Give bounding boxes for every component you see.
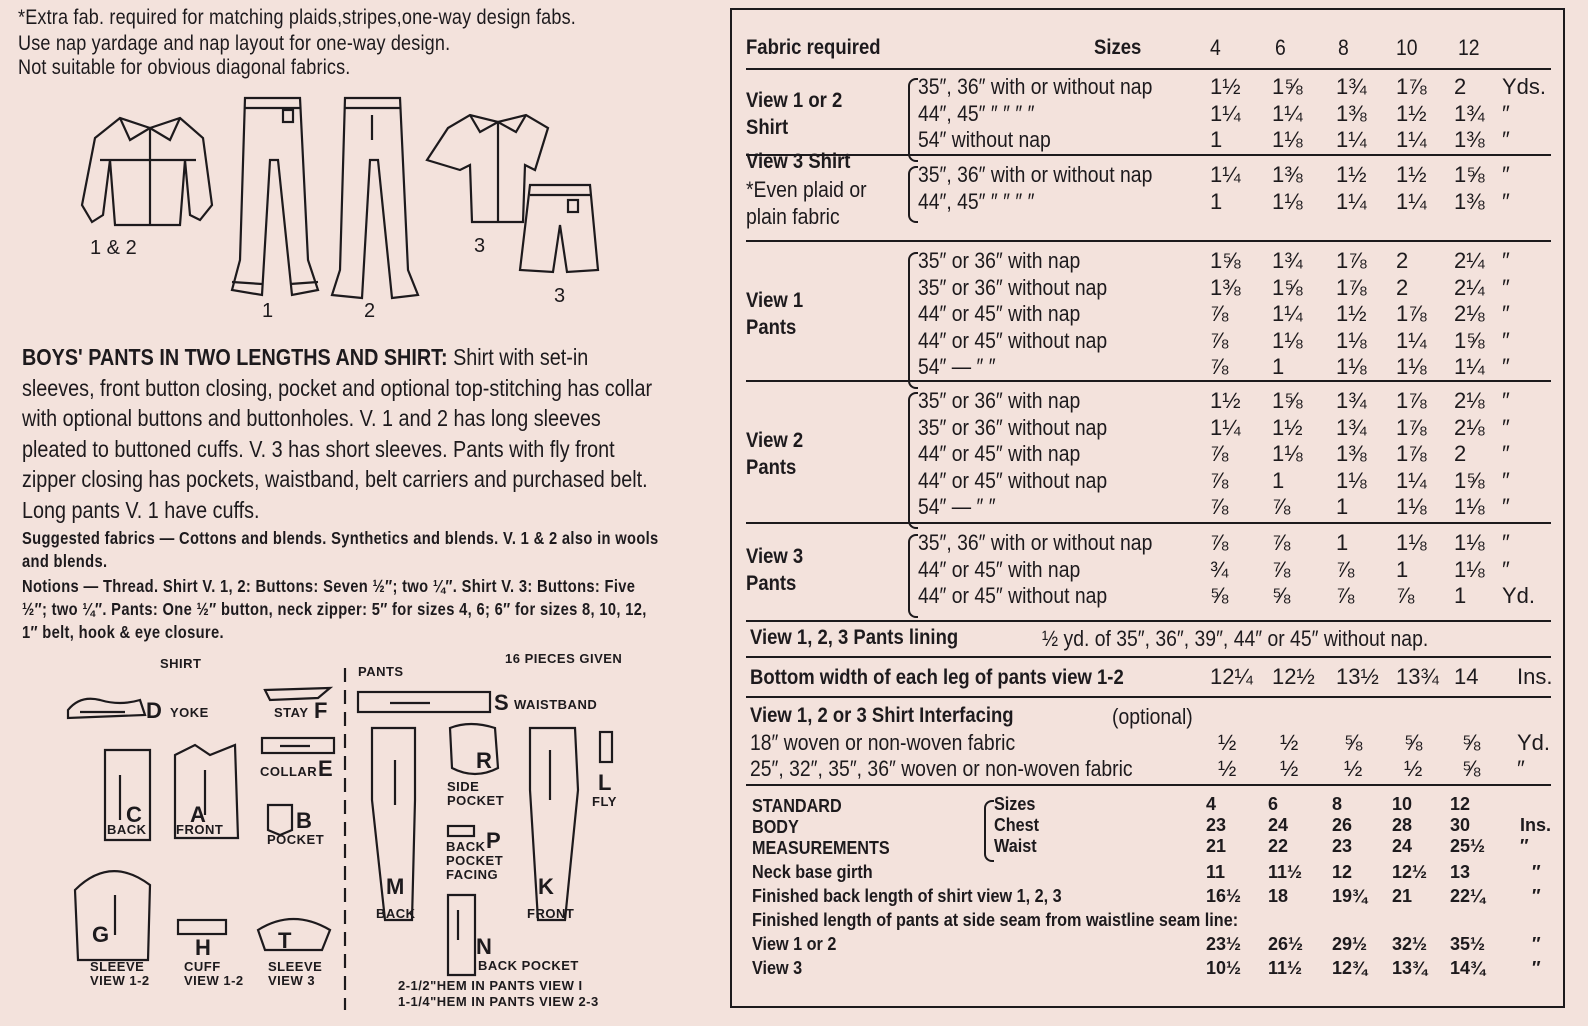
yardage-value: ⅝ [1272, 583, 1291, 608]
yardage-value: ⅞ [1336, 583, 1355, 608]
piece-label-back-pocket-facing: BACK POCKET FACING [446, 839, 504, 882]
row-desc: 35″, 36″ with or without nap [918, 530, 1153, 555]
standard-label: BODY [752, 817, 799, 837]
measurement-value: 24 [1392, 836, 1413, 856]
brace [908, 78, 918, 162]
measurement-value: 12 [1450, 794, 1471, 814]
pants-length-view: View 3 [752, 958, 803, 978]
yardage-value: 1⅛ [1272, 327, 1303, 353]
yardage-value: 1½ [1210, 74, 1241, 99]
divider-line [746, 522, 1551, 524]
piece-label-yoke: YOKE [170, 705, 209, 720]
yardage-value: 2 [1454, 74, 1467, 99]
figure-label: 3 [474, 235, 486, 257]
interfacing-desc: 25″, 32″, 35″, 36″ woven or non-woven fabric [750, 756, 1133, 781]
shirt-long-sleeve-illustration [82, 118, 212, 225]
unit: Ins. [1517, 664, 1553, 689]
yardage-value: 1½ [1396, 100, 1427, 126]
row-desc: 35″ or 36″ without nap [918, 414, 1108, 440]
yardage-value: 1⅞ [1396, 441, 1427, 466]
piece-letter: T [278, 928, 292, 953]
row-desc: 44″, 45″ ″ ″ ″ ″ [918, 100, 1035, 126]
piece-label-back: BACK [376, 906, 416, 921]
notions [22, 575, 660, 644]
piece-letter: B [296, 808, 312, 833]
unit: ″ [1532, 862, 1541, 882]
piece-label-stay: STAY [274, 705, 309, 720]
interfacing-value: ½ [1404, 756, 1423, 781]
yardage-value: 1⅝ [1454, 162, 1485, 187]
measurement-value: 13¾ [1392, 958, 1428, 978]
figure-label: 1 [262, 300, 274, 322]
yardage-value: 1⅛ [1454, 494, 1485, 519]
yardage-value: 1⅛ [1336, 467, 1367, 493]
standard-row-label: Chest [994, 815, 1040, 835]
piece-letter: E [318, 756, 333, 781]
brace [908, 252, 918, 389]
piece-label-waistband: WAISTBAND [514, 697, 598, 712]
measurement-label: Neck base girth [752, 862, 873, 882]
pieces-shirt-heading: SHIRT [160, 656, 202, 671]
divider-line [746, 154, 1551, 156]
row-desc: 44″ or 45″ with nap [918, 301, 1081, 326]
brace [984, 800, 994, 862]
yardage-value: 1⅝ [1272, 274, 1303, 300]
yardage-chart [730, 8, 1565, 1008]
yardage-value: 1⅛ [1454, 556, 1485, 582]
pants-length-view: View 1 or 2 [752, 934, 837, 954]
pieces-count: 16 PIECES GIVEN [505, 651, 623, 666]
measurement-value: 29½ [1332, 934, 1368, 954]
size-col: 4 [1210, 35, 1221, 60]
yardage-value: ⅞ [1272, 556, 1291, 582]
yardage-value: 2⅛ [1454, 388, 1485, 413]
yardage-value: 1 [1336, 494, 1349, 519]
shorts-illustration [520, 185, 598, 272]
unit: ″ [1502, 388, 1510, 413]
measurement-value: 10 [1392, 794, 1413, 814]
yardage-value: 1⅝ [1210, 248, 1241, 273]
unit: ″ [1502, 127, 1510, 152]
divider-line [746, 380, 1551, 382]
unit: ″ [1517, 756, 1525, 781]
piece-letter: R [476, 748, 492, 773]
unit: ″ [1502, 162, 1510, 187]
yardage-value: ⅞ [1272, 494, 1291, 519]
row-desc: 44″ or 45″ without nap [918, 583, 1108, 608]
unit: Yds. [1502, 74, 1547, 99]
yardage-value: 1⅞ [1396, 74, 1427, 99]
yardage-value: 1⅞ [1336, 274, 1367, 300]
yardage-value: 2 [1454, 441, 1467, 466]
suggested-label: Suggested fabrics [22, 528, 156, 548]
group-label: View 2 [746, 429, 804, 453]
yardage-value: 1½ [1336, 301, 1367, 326]
yardage-value: 1⅜ [1454, 188, 1485, 214]
unit: Ins. [1520, 815, 1552, 835]
interfacing-value: ½ [1344, 756, 1363, 781]
brace [908, 534, 918, 618]
unit: ″ [1502, 467, 1510, 493]
yardage-value: 1⅛ [1272, 441, 1303, 466]
measurement-value: 28 [1392, 815, 1413, 835]
chart-fabric-required: Fabric required [746, 36, 881, 59]
unit: ″ [1502, 327, 1510, 353]
yardage-value: 1¼ [1272, 100, 1303, 126]
measurement-value: 10½ [1206, 958, 1242, 978]
row-desc: 44″ or 45″ without nap [918, 327, 1108, 353]
piece-letter: L [598, 770, 612, 795]
measurement-value: 26 [1332, 815, 1353, 835]
piece-label-fly: FLY [592, 794, 617, 809]
yardage-value: 2¼ [1454, 274, 1485, 300]
measurement-value: 16½ [1206, 886, 1242, 906]
yardage-value: 1¾ [1336, 388, 1367, 413]
piece-label-back: BACK [107, 822, 147, 837]
yardage-value: 1 [1210, 127, 1223, 152]
yardage-value: 1½ [1272, 414, 1303, 440]
piece-label-sleeve-1-2: SLEEVE VIEW 1-2 [90, 959, 150, 988]
pattern-description [22, 342, 658, 525]
yardage-value: ⅞ [1210, 530, 1229, 555]
divider-line [746, 68, 1551, 70]
group-label: View 3 Shirt [746, 150, 851, 173]
piece-label-sleeve-3: SLEEVE VIEW 3 [268, 959, 323, 988]
interfacing-optional: (optional) [1112, 704, 1193, 729]
unit: Yd. [1502, 583, 1536, 608]
row-desc: 44″, 45″ ″ ″ ″ ″ [918, 188, 1035, 214]
yardage-value: ⅞ [1210, 494, 1229, 519]
piece-letter: S [494, 690, 509, 715]
unit: ″ [1502, 530, 1510, 555]
divider-line [746, 696, 1551, 698]
yardage-value: 1½ [1336, 162, 1367, 187]
row-desc: 35″, 36″ with or without nap [918, 162, 1153, 187]
measurement-value: 12½ [1392, 862, 1428, 882]
lining-text: ½ yd. of 35″, 36″, 39″, 44″ or 45″ without nap. [1042, 626, 1429, 651]
measurement-value: 26½ [1268, 934, 1304, 954]
left-panel [0, 0, 700, 1026]
yardage-value: 2 [1396, 274, 1409, 300]
interfacing-desc: 18″ woven or non-woven fabric [750, 730, 1016, 755]
yardage-value: 1¼ [1396, 467, 1427, 493]
yardage-value: ⅞ [1210, 301, 1229, 326]
interfacing-value: ⅝ [1404, 730, 1423, 755]
row-desc: 35″ or 36″ with nap [918, 388, 1081, 413]
bottom-width-value: 12½ [1272, 664, 1315, 689]
figure-label: 2 [364, 300, 376, 322]
piece-letter: P [486, 828, 501, 853]
group-label: Pants [746, 316, 797, 340]
standard-label: STANDARD [752, 796, 842, 816]
yardage-value: ¾ [1210, 556, 1229, 582]
group-label: View 1 or 2 [746, 88, 843, 112]
standard-row-label: Waist [994, 836, 1037, 856]
yardage-value: 1⅜ [1272, 162, 1303, 187]
measurement-value: 14¾ [1450, 958, 1486, 978]
piece-letter: H [195, 935, 211, 960]
unit: ″ [1502, 414, 1510, 440]
yardage-value: 1⅞ [1396, 301, 1427, 326]
row-desc: 44″ or 45″ with nap [918, 441, 1081, 466]
yardage-value: 1 [1396, 556, 1409, 582]
yardage-value: ⅞ [1210, 327, 1229, 353]
yardage-value: 1½ [1210, 388, 1241, 413]
yardage-value: 1¼ [1336, 188, 1367, 214]
yardage-value: 1⅛ [1336, 327, 1367, 353]
group-label: Pants [746, 456, 797, 480]
yardage-value: ⅞ [1272, 530, 1291, 555]
piece-label-side-pocket: SIDE POCKET [447, 779, 505, 808]
yardage-value: 1⅜ [1454, 127, 1485, 152]
bottom-width-value: 13½ [1336, 664, 1379, 689]
yardage-value: 1⅝ [1272, 74, 1303, 99]
shirt-short-sleeve-illustration [427, 115, 548, 222]
yardage-value: ⅞ [1210, 354, 1229, 379]
row-desc: 54″ — ″ ″ [918, 354, 996, 379]
standard-row-label: Sizes [994, 794, 1036, 814]
suggested-text: — Cottons and blends. Synthetics and blends. V. 1 & 2 also in wools and blends. [22, 528, 659, 571]
yardage-value: 1¼ [1396, 127, 1427, 152]
measurement-value: 21 [1392, 886, 1413, 906]
piece-letter: C [126, 802, 142, 827]
interfacing-value: ½ [1218, 756, 1237, 781]
yardage-value: 1¼ [1454, 354, 1485, 379]
yardage-value: 1⅛ [1396, 354, 1427, 379]
notions-text: — Thread. Shirt V. 1, 2: Buttons: Seven ½″; two ¼″. Shirt V. 3: Buttons: Five ½″; two ¼″. Pants: One ½″ button, neck zipper: 5″ for sizes 4, 6; 6″ for sizes 8, 10, 12, 1″ belt, hook & eye closure. [22, 576, 647, 642]
unit: ″ [1532, 934, 1541, 954]
description-title: BOYS' PANTS IN TWO LENGTHS AND SHIRT: [22, 344, 448, 370]
yardage-value: 1 [1336, 530, 1349, 555]
group-label: *Even plaid or [746, 177, 867, 202]
yardage-value: 1 [1210, 188, 1223, 214]
row-desc: 35″ or 36″ with nap [918, 248, 1081, 273]
group-label: Pants [746, 571, 797, 595]
piece-label-front: FRONT [176, 822, 224, 837]
piece-letter: G [92, 922, 110, 947]
yardage-value: 2¼ [1454, 248, 1485, 273]
interfacing-value: ⅝ [1462, 730, 1481, 755]
piece-label-collar: COLLAR [260, 764, 318, 779]
note-line: Not suitable for obvious diagonal fabrics. [18, 56, 351, 79]
yardage-value: ⅞ [1396, 583, 1415, 608]
standard-label: MEASUREMENTS [752, 838, 890, 858]
measurement-value: 23 [1206, 815, 1227, 835]
measurement-value: 11½ [1268, 862, 1303, 882]
hem-note: 2-1/2"HEM IN PANTS VIEW I [398, 978, 583, 993]
unit: Yd. [1517, 730, 1551, 755]
unit: ″ [1502, 100, 1510, 126]
measurement-value: 22¼ [1450, 886, 1486, 906]
size-col: 8 [1338, 35, 1349, 60]
unit: ″ [1502, 188, 1510, 214]
measurement-value: 24 [1268, 815, 1289, 835]
bottom-width-value: 14 [1454, 664, 1479, 689]
unit: ″ [1532, 886, 1541, 906]
figure-label: 3 [554, 285, 566, 307]
yardage-value: 1⅝ [1454, 467, 1485, 493]
row-desc: 44″ or 45″ without nap [918, 467, 1108, 493]
bottom-width-label: Bottom width of each leg of pants view 1-2 [750, 666, 1124, 689]
measurement-value: 30 [1450, 815, 1471, 835]
pieces-pants-heading: PANTS [358, 664, 404, 679]
piece-letter: K [538, 874, 554, 899]
measurement-value: 25½ [1450, 836, 1486, 856]
yardage-value: 1⅛ [1336, 354, 1367, 379]
piece-letter: M [386, 874, 405, 899]
measurement-value: 21 [1206, 836, 1227, 856]
unit: ″ [1502, 248, 1510, 273]
unit: ″ [1502, 354, 1510, 379]
interfacing-label: View 1, 2 or 3 Shirt Interfacing [750, 704, 1014, 727]
measurement-value: 12 [1332, 862, 1353, 882]
chart-sizes-heading: Sizes [1094, 36, 1142, 59]
measurement-label: Finished back length of shirt view 1, 2, 3 [752, 886, 1062, 906]
yardage-value: 1 [1272, 354, 1285, 379]
yardage-value: 2 [1396, 248, 1409, 273]
interfacing-value: ⅝ [1344, 730, 1363, 755]
divider-line [746, 656, 1551, 658]
yardage-value: 1¾ [1272, 248, 1303, 273]
yardage-value: 1½ [1396, 162, 1427, 187]
unit: ″ [1502, 274, 1510, 300]
description-body: Shirt with set-in sleeves, front button closing, pocket and optional top-stitching has collar with optional buttons and buttonholes. V. 1 and 2 has long sleeves pleated to buttoned cuffs. V. 3 has short sleeves. Pants with fly front zipper closing has pockets, waistband, belt carriers and purchased belt. Long pants V. 1 have cuffs. [22, 344, 653, 523]
bottom-width-value: 12¼ [1210, 664, 1253, 689]
yardage-value: 2⅛ [1454, 414, 1485, 440]
piece-letter: N [476, 934, 492, 959]
measurement-value: 19¾ [1332, 886, 1368, 906]
yardage-value: 1⅞ [1396, 388, 1427, 413]
yardage-value: 1¼ [1396, 188, 1427, 214]
group-label: plain fabric [746, 204, 840, 229]
interfacing-value: ⅝ [1462, 756, 1481, 781]
piece-letter: D [146, 698, 162, 723]
hem-note: 1-1/4"HEM IN PANTS VIEW 2-3 [398, 994, 599, 1009]
piece-label-cuff: CUFF VIEW 1-2 [184, 959, 244, 988]
pants-long-cuffed-illustration [232, 98, 318, 295]
row-desc: 54″ without nap [918, 127, 1051, 152]
yardage-value: 1¾ [1454, 100, 1485, 126]
divider-line [746, 240, 1551, 242]
yardage-value: 1⅛ [1396, 530, 1427, 555]
yardage-value: 1⅝ [1454, 327, 1485, 353]
note-line: *Extra fab. required for matching plaids,stripes,one-way design fabs. [18, 6, 576, 29]
yardage-value: ⅞ [1336, 556, 1355, 582]
piece-label-back-pocket: BACK POCKET [478, 958, 579, 973]
measurement-value: 4 [1206, 794, 1217, 814]
divider-line [746, 784, 1551, 786]
measurement-value: 32½ [1392, 934, 1428, 954]
yardage-value: 1⅝ [1272, 388, 1303, 413]
divider-line [746, 620, 1551, 622]
interfacing-value: ½ [1218, 730, 1237, 755]
measurement-value: 18 [1268, 886, 1289, 906]
yardage-value: 1¼ [1272, 301, 1303, 326]
figure-label: 1 & 2 [90, 237, 137, 259]
size-col: 10 [1396, 35, 1418, 60]
yardage-value: 1 [1454, 583, 1467, 608]
piece-label-pocket: POCKET [267, 832, 325, 847]
suggested-fabrics [22, 527, 660, 573]
measurement-value: 11½ [1268, 958, 1303, 978]
measurement-value: 23½ [1206, 934, 1242, 954]
interfacing-value: ½ [1280, 756, 1299, 781]
unit: ″ [1502, 556, 1510, 582]
unit: ″ [1502, 441, 1510, 466]
group-label: View 1 [746, 289, 804, 313]
piece-label-front: FRONT [527, 906, 575, 921]
size-col: 12 [1458, 35, 1480, 60]
row-desc: 35″ or 36″ without nap [918, 274, 1108, 300]
yardage-value: 1¼ [1396, 327, 1427, 353]
interfacing-value: ½ [1280, 730, 1299, 755]
group-label: View 3 [746, 544, 804, 568]
measurement-value: 8 [1332, 794, 1343, 814]
notions-label: Notions [22, 576, 80, 596]
garment-illustrations [0, 0, 700, 340]
yardage-value: 1⅜ [1336, 100, 1367, 126]
pants-long-illustration [332, 98, 418, 298]
brace [908, 392, 918, 529]
bottom-width-value: 13¾ [1396, 664, 1439, 689]
yardage-value: ⅞ [1210, 467, 1229, 493]
measurement-value: 6 [1268, 794, 1279, 814]
yardage-value: 1⅜ [1336, 441, 1367, 466]
row-desc: 44″ or 45″ with nap [918, 556, 1081, 582]
yardage-value: ⅞ [1210, 441, 1229, 466]
yardage-value: ⅝ [1210, 583, 1229, 608]
unit: ″ [1502, 301, 1510, 326]
yardage-value: 1⅛ [1396, 494, 1427, 519]
yardage-value: 1⅜ [1210, 274, 1241, 300]
pants-length-label: Finished length of pants at side seam from waistline seam line: [752, 910, 1239, 930]
note-line: Use nap yardage and nap layout for one-way design. [18, 32, 451, 55]
yardage-value: 2⅛ [1454, 301, 1485, 326]
yardage-value: 1¼ [1210, 100, 1241, 126]
yardage-value: 1⅞ [1396, 414, 1427, 440]
brace [908, 166, 918, 223]
measurement-value: 23 [1332, 836, 1353, 856]
measurement-value: 11 [1206, 862, 1226, 882]
unit: ″ [1520, 836, 1529, 856]
yardage-value: 1¼ [1336, 127, 1367, 152]
measurement-value: 35½ [1450, 934, 1486, 954]
piece-letter: A [190, 802, 206, 827]
measurement-value: 22 [1268, 836, 1289, 856]
lining-label: View 1, 2, 3 Pants lining [750, 626, 959, 649]
yardage-value: 1¾ [1336, 74, 1367, 99]
yardage-value: 1⅛ [1272, 188, 1303, 214]
size-col: 6 [1275, 35, 1286, 60]
unit: ″ [1502, 494, 1510, 519]
yardage-value: 1 [1272, 467, 1285, 493]
measurement-value: 13 [1450, 862, 1471, 882]
yardage-value: 1⅛ [1454, 530, 1485, 555]
row-desc: 54″ — ″ ″ [918, 494, 996, 519]
piece-letter: F [314, 698, 328, 723]
yardage-value: 1¼ [1210, 162, 1241, 187]
unit: ″ [1532, 958, 1541, 978]
yardage-value: 1¾ [1336, 414, 1367, 440]
yardage-value: 1⅞ [1336, 248, 1367, 273]
yardage-value: 1¼ [1210, 414, 1241, 440]
measurement-value: 12¾ [1332, 958, 1368, 978]
group-label: Shirt [746, 115, 789, 139]
yardage-value: 1⅛ [1272, 127, 1303, 152]
row-desc: 35″, 36″ with or without nap [918, 74, 1153, 99]
